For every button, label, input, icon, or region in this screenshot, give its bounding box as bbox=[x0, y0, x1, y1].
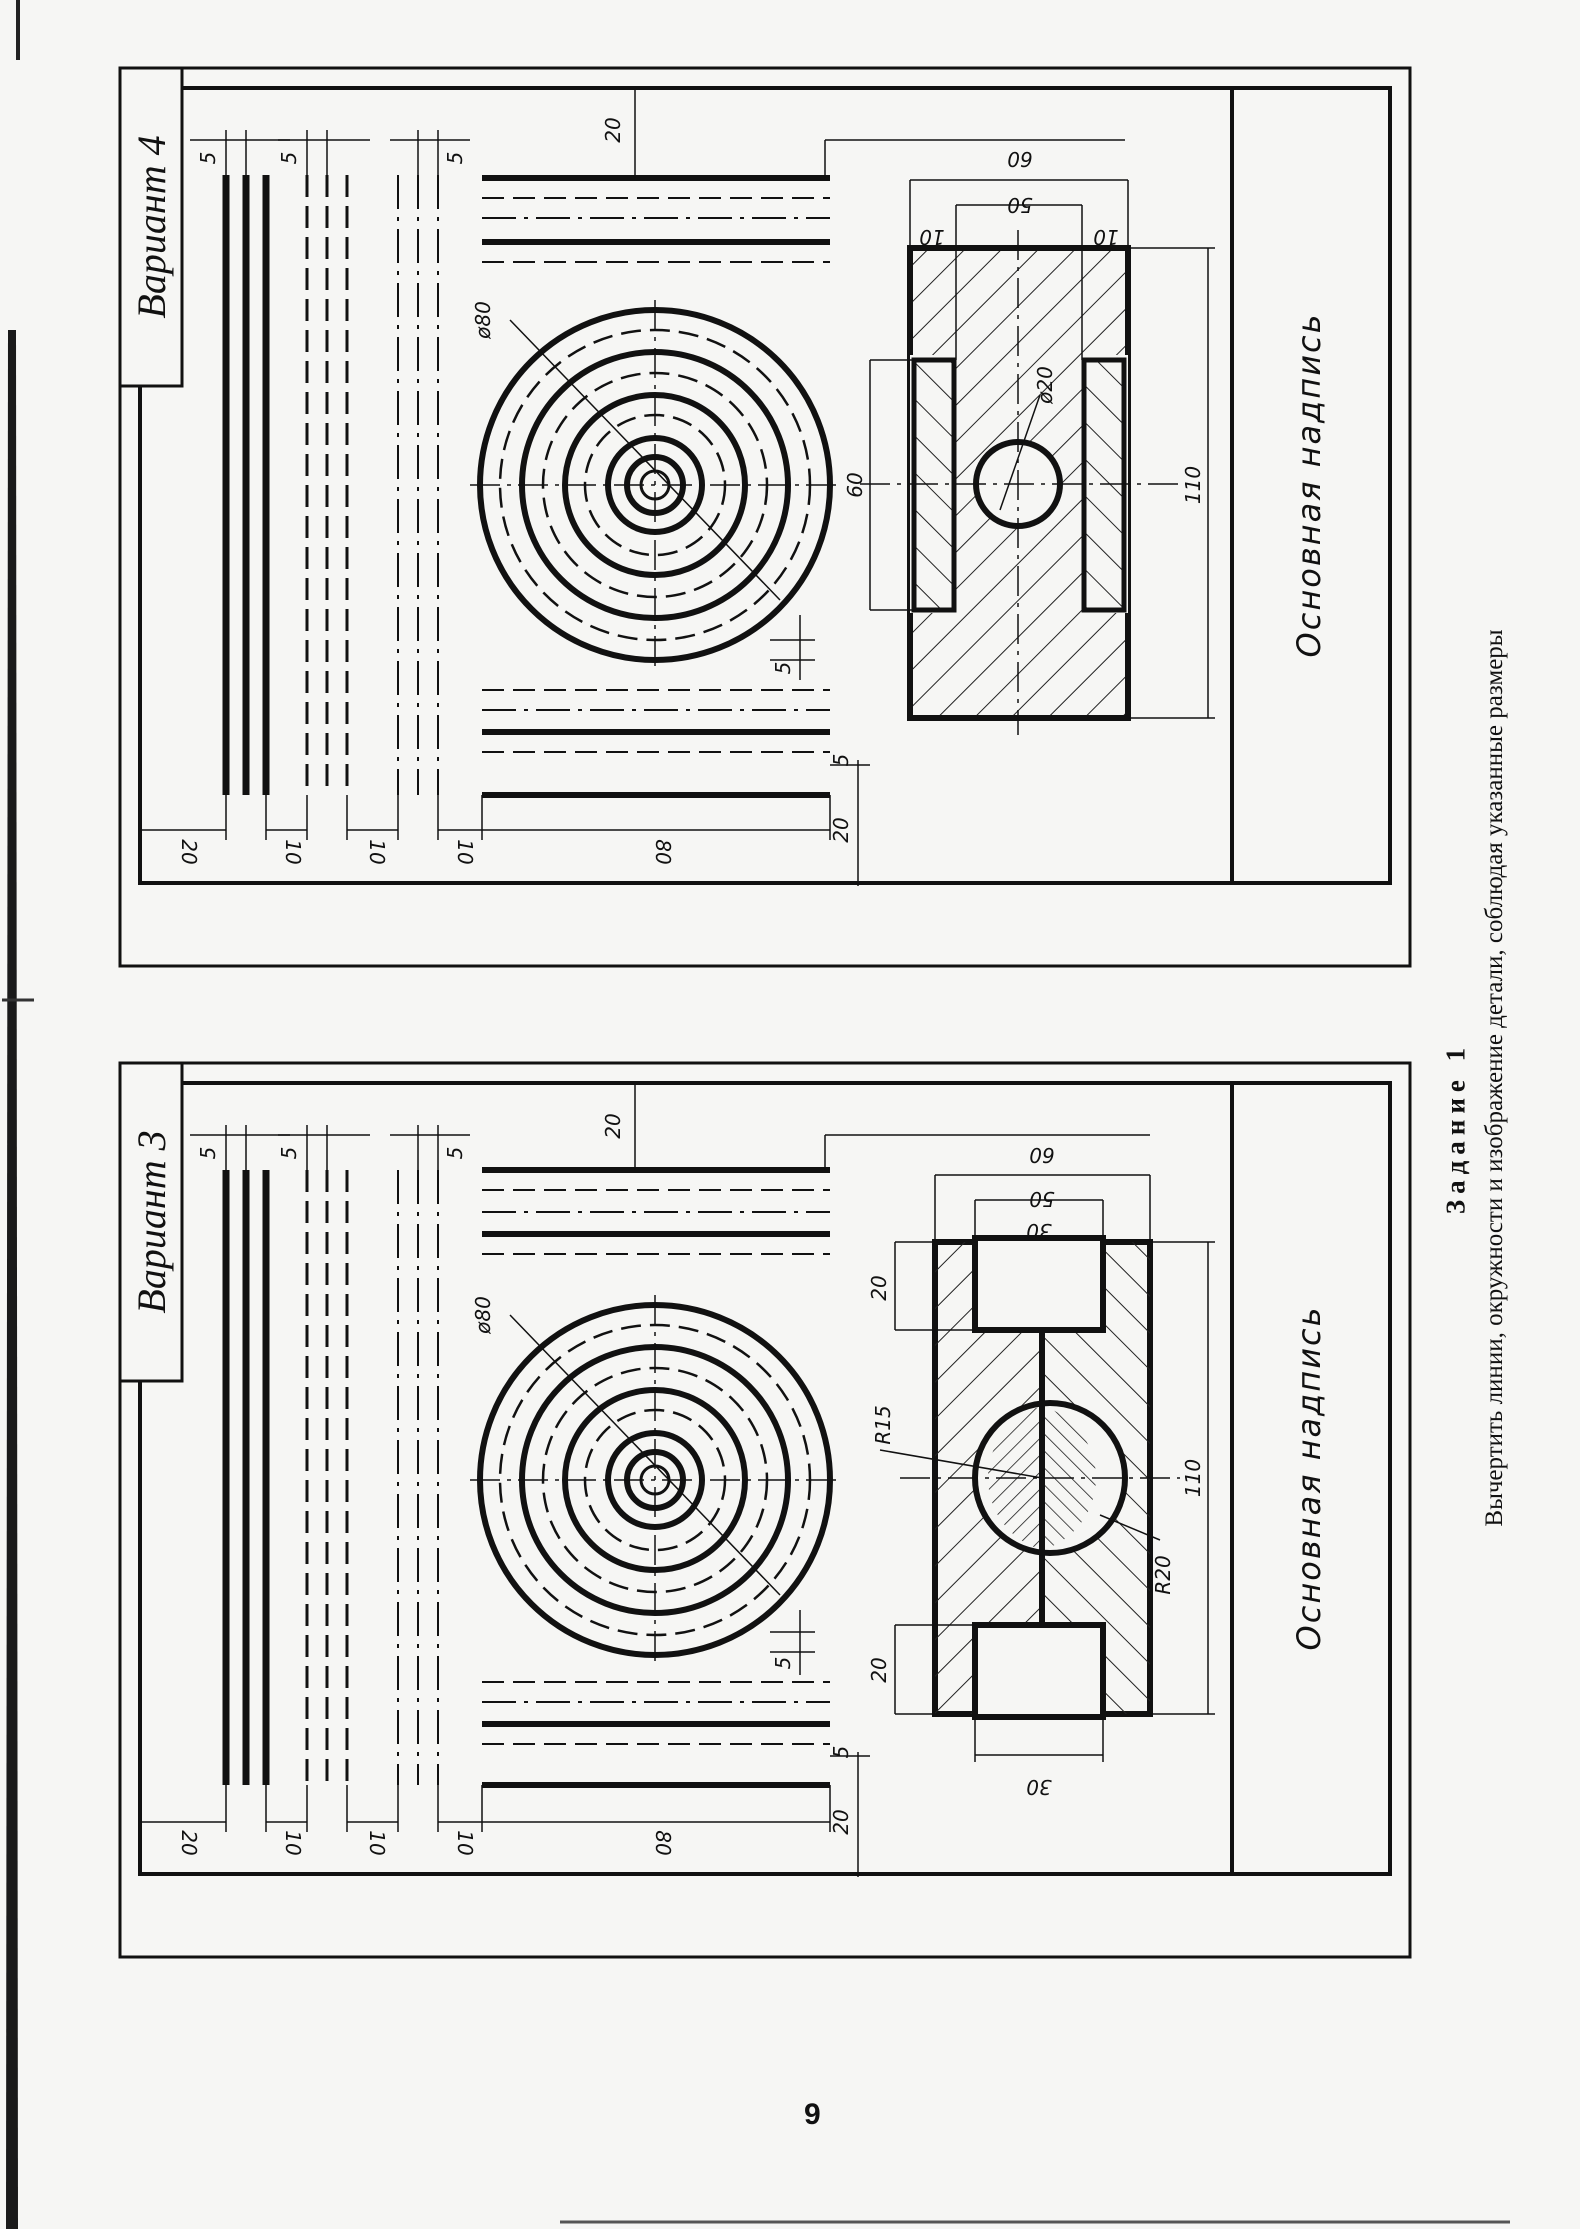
variant-title: Вариант 3 bbox=[129, 1130, 174, 1314]
task-description: Вычертить линии, окружности и изображение детали, соблюдая указанные размеры bbox=[1481, 629, 1508, 1527]
dim-label: 20 bbox=[867, 1657, 891, 1683]
dim-label: 5 bbox=[196, 1146, 220, 1160]
dim-label: 10 bbox=[1093, 225, 1119, 249]
page-number: 9 bbox=[804, 2098, 821, 2131]
dim-label: 110 bbox=[1181, 465, 1205, 505]
title-block-label: Основная надпись bbox=[1290, 312, 1328, 658]
dim-label: 10 bbox=[919, 225, 945, 249]
dim-label: 10 bbox=[281, 1830, 305, 1856]
dim-label: 5 bbox=[196, 151, 220, 165]
dim-label: 20 bbox=[829, 1809, 853, 1835]
variant-title: Вариант 4 bbox=[129, 135, 174, 319]
dim-label: R15 bbox=[871, 1405, 895, 1445]
dim-label: ø80 bbox=[471, 301, 495, 339]
dim-label: 5 bbox=[771, 1656, 795, 1670]
dim-label: 5 bbox=[771, 661, 795, 675]
task-title: Задание 1 bbox=[1440, 1041, 1471, 1215]
dim-label: 10 bbox=[453, 839, 477, 865]
dim-label: 60 bbox=[1029, 1143, 1055, 1167]
variant-4-panel bbox=[120, 68, 1410, 966]
dim-label: 50 bbox=[1029, 1187, 1055, 1211]
dim-label: 5 bbox=[443, 151, 467, 165]
dim-label: ø20 bbox=[1033, 366, 1057, 404]
dim-label: 80 bbox=[651, 1830, 675, 1856]
dim-label: 10 bbox=[281, 839, 305, 865]
dim-label: R20 bbox=[1151, 1555, 1175, 1595]
dim-label: 5 bbox=[277, 1146, 301, 1160]
dim-label: 30 bbox=[1026, 1219, 1052, 1243]
variant-3-panel bbox=[120, 1063, 1410, 1957]
dim-label: 5 bbox=[829, 753, 853, 767]
dim-label: 20 bbox=[601, 117, 625, 143]
dim-label: ø80 bbox=[471, 1296, 495, 1334]
dim-label: 5 bbox=[277, 151, 301, 165]
dim-label: 20 bbox=[177, 839, 201, 865]
dim-label: 5 bbox=[443, 1146, 467, 1160]
dim-label: 110 bbox=[1181, 1458, 1205, 1498]
dim-label: 80 bbox=[651, 839, 675, 865]
title-block-label: Основная надпись bbox=[1290, 1305, 1328, 1651]
dim-label: 10 bbox=[365, 839, 389, 865]
dim-label: 10 bbox=[453, 1830, 477, 1856]
dim-label: 10 bbox=[365, 1830, 389, 1856]
dim-label: 20 bbox=[601, 1113, 625, 1139]
dim-label: 5 bbox=[829, 1745, 853, 1759]
dim-label: 60 bbox=[843, 472, 867, 498]
dim-label: 20 bbox=[829, 817, 853, 843]
dim-label: 20 bbox=[177, 1830, 201, 1856]
dim-label: 20 bbox=[867, 1275, 891, 1301]
dim-label: 60 bbox=[1007, 147, 1033, 171]
dim-label: 50 bbox=[1007, 193, 1033, 217]
dim-label: 30 bbox=[1026, 1775, 1052, 1799]
binding-edge bbox=[2, 0, 34, 2229]
